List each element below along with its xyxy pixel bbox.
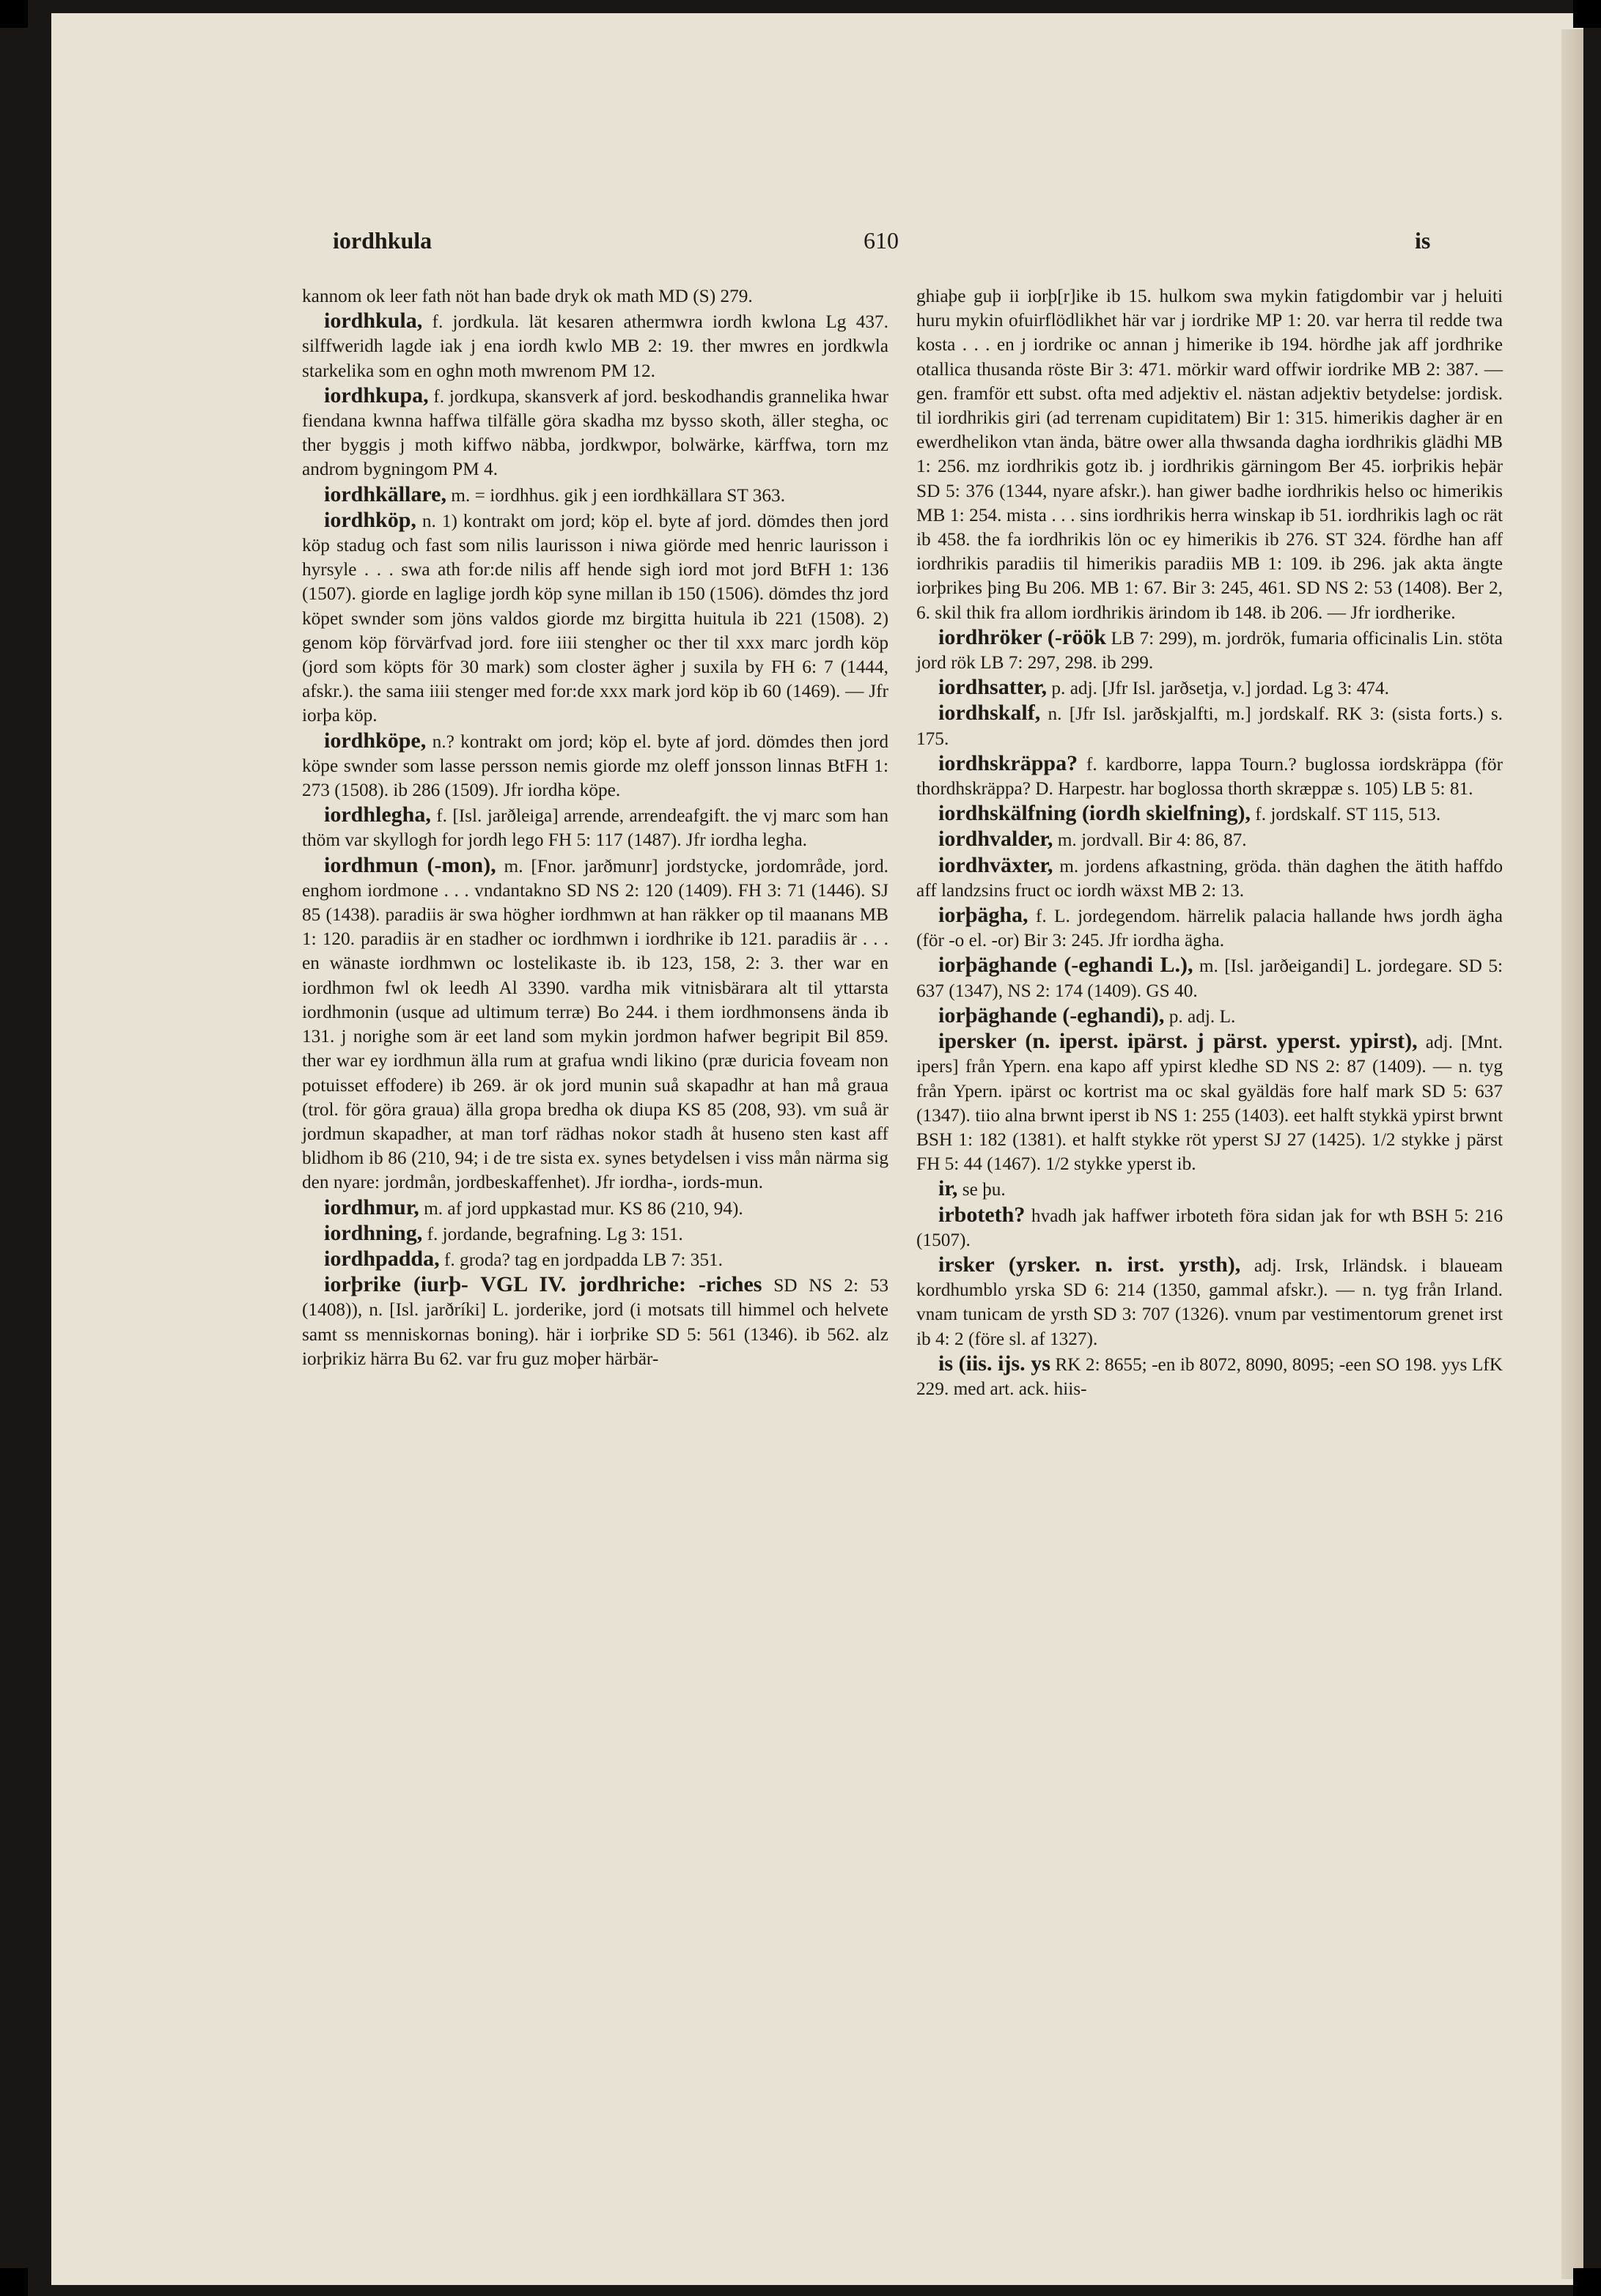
dictionary-entry [302, 508, 888, 728]
entry-text: SD NS 2: 53 (1408)), n. [Isl. jarðríki] L. jorderike, jord (i motsats till himmel och helvete samt ss menniskornas boning). här i iorþrike SD 5: 561 (1346). ib 562. alz iorþrikiz härra Bu 62. var fru guz moþer härbär- [302, 1275, 888, 1369]
dictionary-entry [302, 802, 888, 852]
dictionary-entry [916, 625, 1503, 675]
entry-text: adj. Irsk, Irländsk. i blaueam kordhumblo yrska SD 6: 214 (1350, gammal afskr.). — n. tyg från Irland. vnam tunicam de yrsth SD 3: 707 (1326). vnum par vestimentorum grenet irst ib 4: 2 (före sl. af 1327). [916, 1255, 1503, 1349]
entry-headword: iorþrike (iurþ- VGL IV. jordhriche: -riches [324, 1272, 762, 1297]
entry-headword: iorþäghande (-eghandi L.), [938, 953, 1193, 978]
entry-headword: iordhmun (-mon), [324, 852, 496, 877]
entry-text: m. jordens afkastning, gröda. thän daghen the ätith haffdo aff landzsins fruct oc iordh wäxst MB 2: 13. [916, 855, 1504, 901]
dictionary-entry [916, 1029, 1503, 1176]
entry-text: RK 2: 8655; -en ib 8072, 8090, 8095; -een SO 198. yys LfK 229. med art. ack. hiis- [916, 1354, 1503, 1399]
running-head-right: is [1415, 227, 1431, 254]
entry-headword: iorþägha, [938, 903, 1028, 928]
entry-text: f. groda? tag en jordpadda LB 7: 351. [444, 1249, 723, 1270]
dictionary-entry [916, 827, 1503, 852]
entry-headword: iordhkula, [324, 309, 423, 333]
entry-headword: irboteth? [938, 1202, 1026, 1227]
entry-text: m. [Isl. jarðeigandi] L. jordegare. SD 5: 637 (1347), NS 2: 174 (1409). GS 40. [916, 956, 1503, 1001]
entry-headword: iordhskalf, [938, 701, 1041, 726]
scan-corner-marker [1573, 2268, 1601, 2296]
dictionary-entry [302, 284, 888, 309]
dictionary-entry [916, 1003, 1503, 1029]
entry-text: p. adj. L. [1168, 1005, 1236, 1027]
entry-text: hvadh jak haffwer irboteth föra sidan jak for wth BSH 5: 216 (1507). [916, 1205, 1504, 1250]
entry-headword: iordhköpe, [324, 728, 427, 753]
entry-text: f. [Isl. jarðleiga] arrende, arrendeafgift. the vj marc som han thöm var skyllogh for jordh lego FH 5: 117 (1487). Jfr iordha legha. [302, 805, 889, 851]
dictionary-entry [302, 853, 888, 1195]
dictionary-entry [916, 1252, 1503, 1351]
entry-text: n. 1) kontrakt om jord; köp el. byte af jord. dömdes then jord köp stadug och fast som nilis laurisson i niwa giörde med henric laurisson i hyrsyle . . . swa ath for:de nilis aff hende sigh iord mot jord BtFH 1: 136 (1507). giorde en laglige jordh köp syne millan ib 150 (1506). dömdes thz jord köpet swnder som jöns valdos giorde mz birgitta huitula ib 221 (1508). 2) genom köp förvärfvad jord. fore iiii stengher oc ther til xxx marc jordh köp (jord som köpts för 30 mark) som closter ägher j suxila by FH 6: 7 (1444, afskr.). the sama iiii stenger med for:de xxx mark jord köp ib 60 (1469). — Jfr iorþa köp. [302, 510, 888, 726]
dictionary-entry [916, 1351, 1503, 1401]
entry-headword: iordhkupa, [324, 383, 429, 407]
dictionary-entry [916, 675, 1503, 701]
entry-text: f. L. jordegendom. härrelik palacia hallande hws jordh ägha (för -o el. -or) Bir 3: 245. Jfr iordha ägha. [916, 906, 1504, 951]
entry-text: p. adj. [Jfr Isl. jarðsetja, v.] jordad. Lg 3: 474. [1051, 678, 1390, 699]
dictionary-entry [916, 1203, 1503, 1252]
entry-headword: iordhsatter, [938, 675, 1048, 700]
entry-text: m. jordvall. Bir 4: 86, 87. [1057, 830, 1247, 851]
entry-text: m. af jord uppkastad mur. KS 86 (210, 94). [424, 1197, 743, 1219]
dictionary-entry [302, 1272, 888, 1371]
entry-headword: is (iis. ijs. ys [938, 1351, 1050, 1376]
scan-corner-marker [0, 2268, 28, 2296]
left-column [302, 284, 888, 1371]
dictionary-entry [916, 751, 1503, 801]
dictionary-entry [916, 284, 1503, 625]
dictionary-entry [916, 1176, 1503, 1202]
dictionary-page [51, 13, 1583, 2285]
dictionary-entry [302, 1247, 888, 1272]
entry-headword: iordhköp, [324, 507, 416, 532]
scan-corner-marker [1573, 0, 1601, 28]
dictionary-entry [916, 903, 1503, 953]
entry-text: m. = iordhhus. gik j een iordhkällara ST 363. [451, 484, 786, 506]
entry-headword: irsker (yrsker. n. irst. yrsth), [938, 1252, 1241, 1277]
scan-corner-marker [0, 0, 28, 28]
entry-text: m. [Fnor. jarðmunr] jordstycke, jordområde, jord. enghom iordmone . . . vndantakno SD NS 2: 120 (1409). FH 3: 71 (1446). SJ 85 (1438). paradiis är swa högher iordhmwn at han räkker op til maanans MB 1: 120. paradiis är en stadher oc iordhmwn i iordhrike ib 121. paradiis är . . . en wänaste iordhmwn oc lostelikaste ib. ib 123, 158, 2: 3. ther war en iordhmon fwl ok leedh Al 3390. vardha mik vitnisbärara alt til yttarsta iordhmonin (usque ad ultimum terræ) Bo 244. i them iordhmonsens ända ib 131. j norighe som är eet land som mykin jordmon hafwer begripit Bil 859. ther war ey iordhmun älla rum at grafua wndi likino (præ duricia foveam non potuisset effodere) ib 269. är ok jord munin suå skapadhr at han må graua (trol. för göra graua) älla gropa bredha ok diupa KS 85 (208, 93). vm suå är jordmun skapadher, at man torf rädhas nokor stadh åt huseno sten kast aff blidhom ib 86 (210, 94; i de tre sista ex. synes betydelsen i viss mån närma sig den nyare: jordmån, jordbeskaffenhet). Jfr iordha-, iords-mun. [302, 855, 888, 1193]
right-column [916, 284, 1503, 1401]
dictionary-entry [916, 853, 1503, 903]
dictionary-entry [302, 482, 888, 508]
entry-text: ghiaþe guþ ii iorþ[r]ike ib 15. hulkom swa mykin fatigdombir var j heluiti huru mykin ofuirflödlikhet här var j iordrike MP 1: 20. var herra til redde twa kosta . . . en j iordrike oc annan j himerike ib 194. hördhe jak aff jordhrike otallica thusanda röste Bir 3: 471. mörkir ward offwir iordrike MB 2: 387. — gen. framför ett subst. ofta med adjektiv el. nästan adjektiv betydelse: jordisk. til iordhrikis giri (ad terrenam cupiditatem) Bir 1: 315. himerikis dagher är en ewerdhelikon vtan ända, bätre ower alla thwsanda dagha iordhrikis glädhi MB 1: 256. mz iordhrikis gotz ib. j iordhrikis gärningom Ber 45. iorþrikis heþär SD 5: 376 (1344, nyare afskr.). han giwer badhe iordhrikis helso oc himerikis MB 1: 254. mista . . . sins iordhrikis herra winskap ib 51. iordhrikis lagh oc rät ib 458. the fa iordhrikis lön oc ey himerikis ib 276. ST 324. fördhe han aff iordhrikis paradiis til himerikis paradiis MB 1: 109. ib 296. jak akta ängte iorþrikes þing Bu 206. MB 1: 67. Bir 3: 245, 461. SD NS 2: 53 (1408). Ber 2, 6. skil thik fra allom iordhrikis ärindom ib 148. ib 206. — Jfr iordherike. [916, 286, 1503, 623]
entry-text: f. jordkupa, skansverk af jord. beskodhandis grannelika hwar fiendana kwnna haffwa tilfälle göra skadha mz bysso skoth, äller stegha, oc ther byggis j moth kiffwo näbba, jordkwpor, bolwärke, kärffwa, torn mz androm bygningom PM 4. [302, 385, 888, 480]
entry-headword: iordhkällare, [324, 481, 446, 506]
entry-text: n. [Jfr Isl. jarðskjalfti, m.] jordskalf. RK 3: (sista forts.) s. 175. [916, 704, 1503, 749]
entry-headword: iordhlegha, [324, 802, 431, 827]
dictionary-entry [302, 309, 888, 383]
entry-headword: iordhning, [324, 1220, 423, 1245]
entry-headword: iorþäghande (-eghandi), [938, 1003, 1165, 1027]
entry-headword: iordhröker (-röök [938, 624, 1106, 649]
page-edge [1561, 29, 1583, 2279]
entry-text: LB 7: 299), m. jordrök, fumaria officinalis Lin. stöta jord rök LB 7: 297, 298. ib 299. [916, 627, 1503, 673]
entry-text: n.? kontrakt om jord; köp el. byte af jord. dömdes then jord köpe swnder som lasse persson nemis giorde mz oleff jonsson linnas BtFH 1: 273 (1508). ib 286 (1509). Jfr iordha köpe. [302, 731, 888, 801]
dictionary-entry [916, 953, 1503, 1003]
entry-headword: iordhpadda, [324, 1246, 440, 1271]
entry-text: f. kardborre, lappa Tourn.? buglossa iordskräppa (för thordhskräppa? D. Harpestr. har boglossa thorth skræppæ s. 105) LB 5: 81. [916, 753, 1504, 800]
entry-text: se þu. [962, 1179, 1006, 1200]
entry-headword: iordhvalder, [938, 827, 1053, 852]
entry-headword: iordhväxter, [938, 852, 1053, 877]
entry-text: adj. [Mnt. ipers] från Ypern. ena kapo aff ypirst kledhe SD NS 2: 87 (1409). — n. tyg från Ypern. ipärst oc kortrist ma oc skal gyäldäs fore half mark SD 5: 637 (1347). tiio alna brwnt iperst ib NS 1: 255 (1403). eet halft stykkä ypirst brwnt BSH 1: 182 (1381). et halft stykke röt yperst SJ 27 (1425). 1/2 stykke j pärst FH 5: 44 (1467). 1/2 stykke yperst ib. [916, 1032, 1503, 1175]
dictionary-entry [302, 1195, 888, 1221]
page-number: 610 [864, 227, 899, 254]
dictionary-entry [302, 728, 888, 803]
entry-headword: iordhskräppa? [938, 750, 1078, 775]
entry-text: f. jordskalf. ST 115, 513. [1255, 804, 1441, 825]
entry-headword: ipersker (n. iperst. ipärst. j pärst. yperst. ypirst), [938, 1029, 1418, 1054]
dictionary-entry [302, 1221, 888, 1247]
dictionary-entry [916, 801, 1503, 827]
entry-headword: ir, [938, 1176, 958, 1201]
entry-headword: iordhmur, [324, 1195, 419, 1219]
entry-headword: iordhskälfning (iordh skielfning), [938, 801, 1251, 826]
entry-text: kannom ok leer fath nöt han bade dryk ok math MD (S) 279. [302, 286, 753, 306]
dictionary-entry [302, 383, 888, 482]
dictionary-entry [916, 701, 1503, 750]
entry-text: f. jordkula. lät kesaren athermwra iordh kwlona Lg 437. silffweridh lagde iak j ena iordh kwlo MB 2: 19. ther mwres en jordkwla starkelika som en oghn moth mwrenom PM 12. [302, 311, 888, 381]
running-head-left: iordhkula [333, 227, 433, 254]
entry-text: f. jordande, begrafning. Lg 3: 151. [427, 1223, 683, 1244]
